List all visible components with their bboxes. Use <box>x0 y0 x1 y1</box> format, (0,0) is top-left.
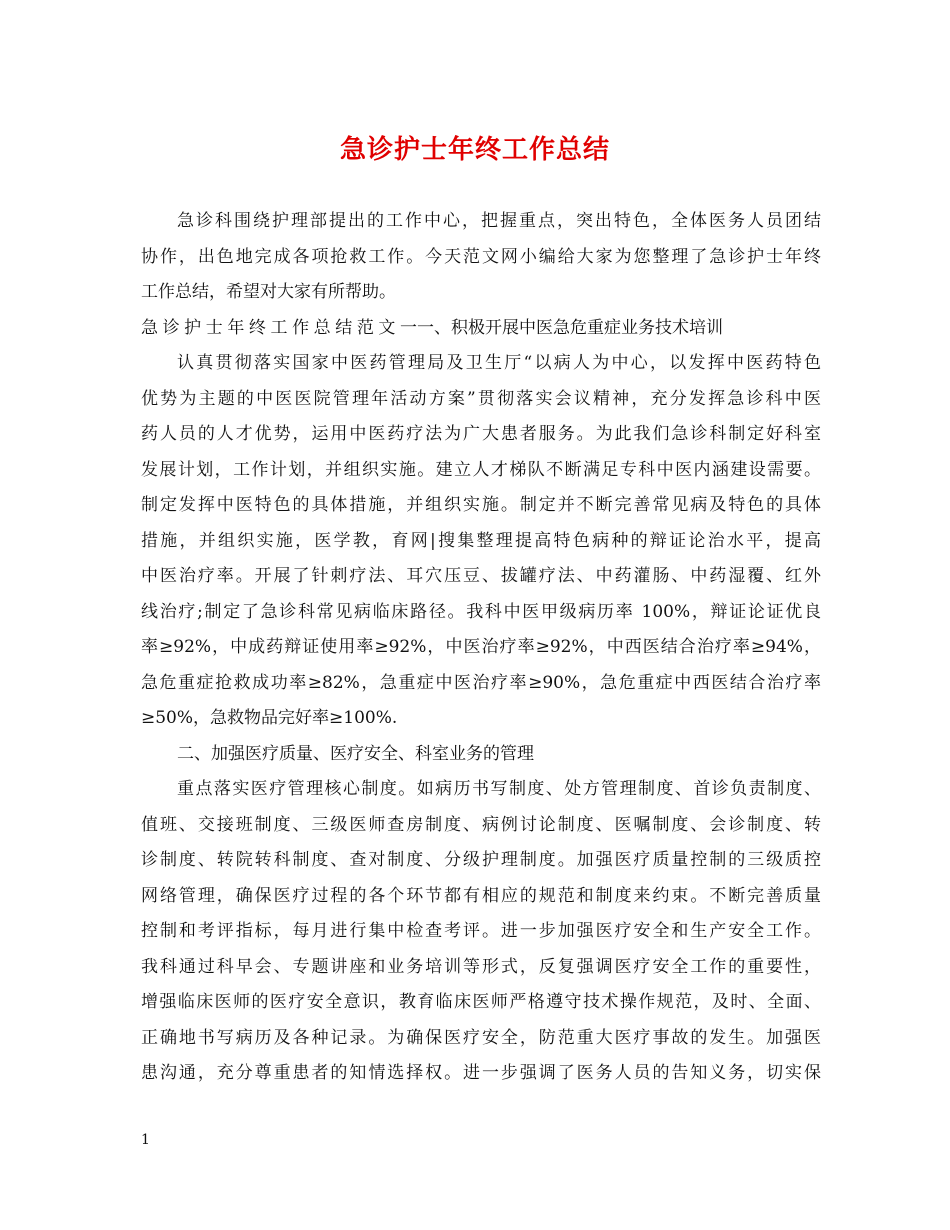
paragraph-line: 率≥92%，中成药辩证使用率≥92%，中医治疗率≥92%，中西医结合治疗率≥94%， <box>141 637 821 657</box>
paragraph-line: 认真贯彻落实国家中医药管理局及卫生厅“以病人为中心，以发挥中医药特色 <box>177 353 821 373</box>
paragraph-line: 正确地书写病历及各种记录。为确保医疗安全，防范重大医疗事故的发生。加强医 <box>141 1027 821 1048</box>
paragraph-line: 措施，并组织实施，医学教，育网|搜集整理提高特色病种的辩证论治水平，提高 <box>141 530 821 551</box>
paragraph-line: 发展计划，工作计划，并组织实施。建立人才梯队不断满足专科中医内涵建设需要。 <box>141 459 821 480</box>
paragraph-line: 制定发挥中医特色的具体措施，并组织实施。制定并不断完善常见病及特色的具体 <box>141 495 821 515</box>
paragraph-line: ≥50%，急救物品完好率≥100%. <box>141 708 398 728</box>
paragraph-line: 患沟通，充分尊重患者的知情选择权。进一步强调了医务人员的告知义务，切实保 <box>141 1063 821 1083</box>
paragraph-line: 协作，出色地完成各项抢救工作。今天范文网小编给大家为您整理了急诊护士年终 <box>141 246 821 267</box>
document-body <box>141 204 821 1092</box>
paragraph-line: 药人员的人才优势，运用中医药疗法为广大患者服务。为此我们急诊科制定好科室 <box>141 424 821 444</box>
section-heading: 二、加强医疗质量、医疗安全、科室业务的管理 <box>177 743 534 764</box>
paragraph-line: 优势为主题的中医医院管理年活动方案”贯彻落实会议精神，充分发挥急诊科中医 <box>141 388 821 409</box>
paragraph-line: 我科通过科早会、专题讲座和业务培训等形式，反复强调医疗安全工作的重要性， <box>141 956 821 977</box>
paragraph-line: 急诊科围绕护理部提出的工作中心，把握重点，突出特色，全体医务人员团结 <box>177 211 821 231</box>
paragraph-line: 控制和考评指标，每月进行集中检查考评。进一步加强医疗安全和生产安全工作。 <box>141 921 821 941</box>
paragraph-line: 急危重症抢救成功率≥82%，急重症中医治疗率≥90%，急危重症中西医结合治疗率 <box>141 672 821 693</box>
section-heading-row <box>141 311 821 347</box>
paragraph-line: 网络管理，确保医疗过程的各个环节都有相应的规范和制度来约束。不断完善质量 <box>141 885 821 906</box>
paragraph-line: 线治疗;制定了急诊科常见病临床路径。我科中医甲级病历率 100%，辩证论证优良 <box>141 601 821 622</box>
document-title: 急诊护士年终工作总结 <box>339 135 610 165</box>
section-heading: 一、积极开展中医急危重症业务技术培训 <box>417 317 723 338</box>
page-number: 1 <box>141 1132 150 1148</box>
paragraph-line: 增强临床医师的医疗安全意识，教育临床医师严格遵守技术操作规范，及时、全面、 <box>141 992 821 1012</box>
sample-heading: 急诊护士年终工作总结范文一 <box>141 317 417 338</box>
paragraph-line: 值班、交接班制度、三级医师查房制度、病例讨论制度、医嘱制度、会诊制度、转 <box>141 814 821 835</box>
paragraph-line: 诊制度、转院转科制度、查对制度、分级护理制度。加强医疗质量控制的三级质控 <box>141 850 821 870</box>
paragraph-line: 工作总结，希望对大家有所帮助。 <box>141 282 396 302</box>
paragraph-line: 重点落实医疗管理核心制度。如病历书写制度、处方管理制度、首诊负责制度、 <box>177 779 821 799</box>
paragraph-line: 中医治疗率。开展了针刺疗法、耳穴压豆、拔罐疗法、中药灌肠、中药湿覆、红外 <box>141 566 821 586</box>
